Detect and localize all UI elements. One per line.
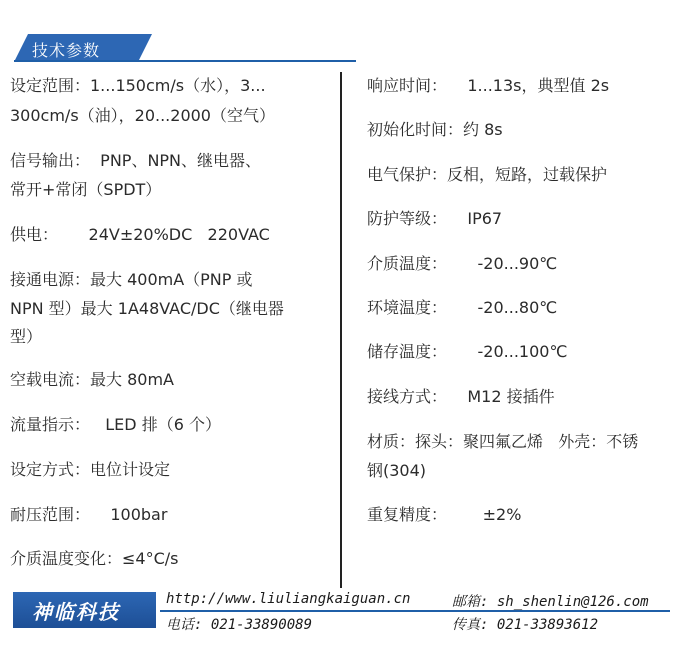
- spec-no-load-current: 空载电流：最大 80mA: [10, 370, 174, 389]
- spec-material-1: 材质：探头：聚四氟乙烯 外壳：不锈: [367, 432, 639, 451]
- spec-material-2: 钢(304): [367, 461, 427, 480]
- spec-pressure-range: 耐压范围： 100bar: [10, 505, 168, 524]
- spec-electrical-protection: 电气保护：反相，短路，过载保护: [367, 165, 608, 184]
- spec-protection-rating: 防护等级： IP67: [367, 209, 503, 228]
- spec-medium-temp: 介质温度： -20...90℃: [367, 254, 558, 273]
- spec-setting-method: 设定方式：电位计设定: [10, 460, 171, 479]
- spec-power-supply: 供电： 24V±20%DC 220VAC: [10, 225, 270, 244]
- spec-storage-temp: 储存温度： -20...100℃: [367, 342, 568, 361]
- spec-load-current-2: NPN 型）最大 1A48VAC/DC（继电器: [10, 299, 284, 318]
- header-rule: [14, 60, 356, 62]
- spec-signal-output-1: 信号输出： PNP、NPN、继电器、: [10, 151, 262, 170]
- email-text: 邮箱: sh_shenlin@126.com: [452, 594, 649, 610]
- spec-flow-indicator: 流量指示： LED 排（6 个）: [10, 415, 221, 434]
- spec-setting-range-2: 300cm/s（油），20...2000（空气）: [10, 106, 275, 125]
- spec-setting-range-1: 设定范围：1...150cm/s（水），3...: [10, 76, 266, 95]
- website-link[interactable]: http://www.liuliangkaiguan.cn: [166, 591, 411, 607]
- column-divider: [340, 72, 342, 588]
- spec-temp-gradient: 介质温度变化：≤4°C/s: [10, 549, 179, 568]
- section-title: 技术参数: [32, 41, 101, 60]
- fax-text: 传真: 021-33893612: [452, 617, 599, 633]
- spec-load-current-1: 接通电源：最大 400mA（PNP 或: [10, 270, 253, 289]
- phone-text: 电话: 021-33890089: [166, 617, 313, 633]
- brand-name: 神临科技: [32, 600, 120, 624]
- spec-ambient-temp: 环境温度： -20...80℃: [367, 298, 558, 317]
- spec-load-current-3: 型）: [10, 327, 43, 346]
- spec-response-time: 响应时间： 1...13s，典型值 2s: [367, 76, 610, 95]
- spec-repeatability: 重复精度： ±2%: [367, 505, 522, 524]
- spec-signal-output-2: 常开+常闭（SPDT）: [10, 180, 162, 199]
- spec-connection: 接线方式： M12 接插件: [367, 387, 555, 406]
- spec-init-time: 初始化时间：约 8s: [367, 120, 503, 139]
